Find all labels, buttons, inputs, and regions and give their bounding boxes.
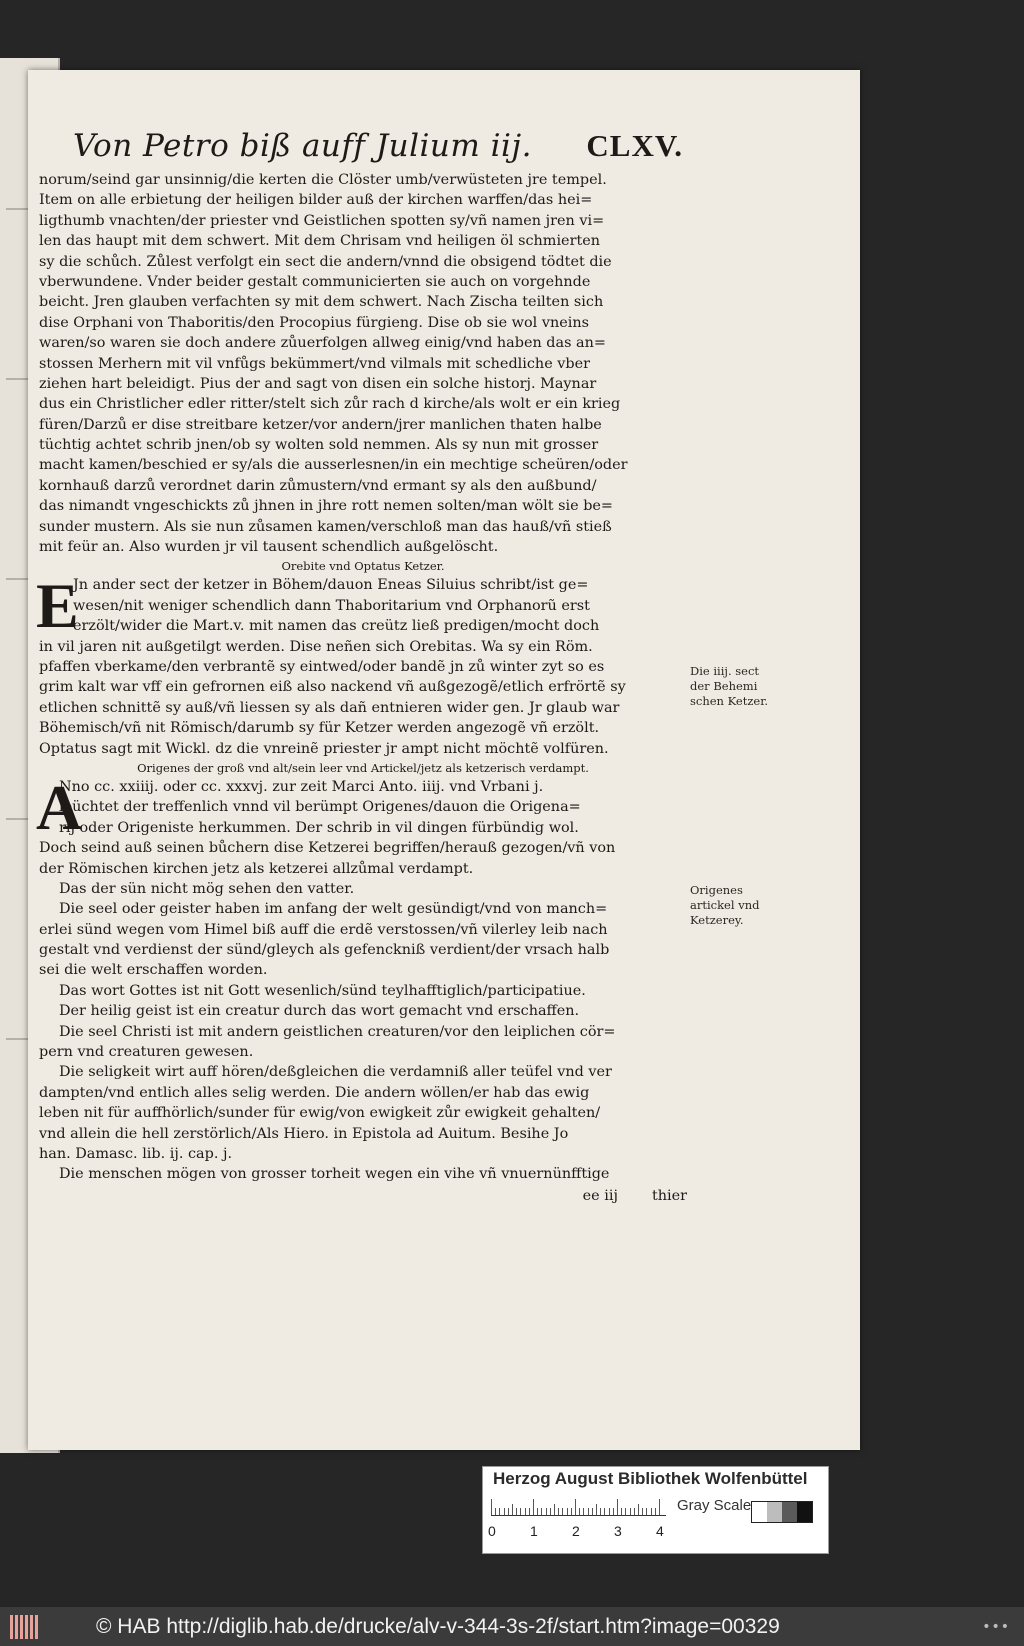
list-item: Die seel Christi ist mit andern geistlichen creaturen/vor den leiplichen cör=: [59, 1023, 616, 1040]
main-text-block: [36, 170, 687, 1207]
list-item: sei die welt erschaffen worden.: [39, 962, 268, 979]
ruler-tick: [562, 1508, 563, 1515]
text-line: beicht. Jren glauben verfachten sy mit dem schwert. Nach Zischa teilten sich: [39, 294, 604, 311]
text-line: stossen Merhern mit vil vnfůgs bekümmert/vnd vilmals mit schedliche vber: [39, 355, 591, 372]
ruler-tick: [554, 1504, 555, 1515]
ruler-tick: [537, 1508, 538, 1515]
ruler-tick: [504, 1508, 505, 1515]
copyright-url[interactable]: © HAB http://diglib.hab.de/drucke/alv-v-344-3s-2f/start.htm?image=00329: [96, 1614, 780, 1638]
text-line: norum/seind gar unsinnig/die kerten die Clöster umb/verwüsteten jre tempel.: [39, 172, 607, 188]
text-line: Item on alle erbietung der heiligen bilder auß der kirchen warffen/das hei=: [39, 192, 593, 209]
ruler-tick: [520, 1508, 521, 1515]
margin-note-origenes: [690, 883, 780, 928]
ruler-tick: [625, 1508, 626, 1515]
ruler-tick: [655, 1508, 656, 1515]
list-item: pern vnd creaturen gewesen.: [39, 1044, 254, 1061]
gray-scale-label: Gray Scale: [677, 1497, 752, 1514]
ruler-tick: [512, 1504, 513, 1515]
library-name: Herzog August Bibliothek Wolfenbüttel: [493, 1469, 808, 1488]
ruler-tick: [646, 1508, 647, 1515]
margin-note-line: der Behemi: [690, 679, 758, 693]
text-line: sy die schůch. Zůlest verfolgt ein sect die andern/vnnd die obsigend tödtet die: [39, 253, 612, 270]
ruler-tick: [588, 1508, 589, 1515]
ruler-number: 1: [530, 1523, 538, 1539]
text-line: rij oder Origeniste herkummen. Der schrib in vil dingen fürbündig wol.: [59, 819, 579, 836]
catchword: thier: [651, 1187, 687, 1204]
gray-scale-swatch: [751, 1501, 813, 1523]
text-line: Nno cc. xxiiij. oder cc. xxxvj. zur zeit Marci Anto. iiij. vnd Vrbani j.: [59, 778, 544, 795]
heresy-list: [39, 879, 687, 1185]
ruler-tick: [558, 1508, 559, 1515]
text-line: etlichen schnittẽ sy auß/vñ liessen sy als dañ entnieren wider gen. Jr glaub war: [39, 699, 620, 716]
ruler-tick: [567, 1508, 568, 1515]
paragraph-2: [36, 570, 687, 759]
ruler-tick: [495, 1508, 496, 1515]
ruler-tick: [659, 1499, 660, 1515]
text-line: wesen/nit weniger schendlich dann Thaboritarium vnd Orphanorũ erst: [73, 597, 590, 614]
ruler-tick: [533, 1499, 534, 1515]
scale-ruler: [491, 1497, 666, 1516]
ruler-tick: [491, 1499, 492, 1515]
list-item: Die seligkeit wirt auff hören/deßgleichen die verdamniß aller teüfel vnd ver: [59, 1064, 612, 1081]
running-title: Von Petro biß auff Julium iij.: [73, 128, 532, 164]
list-item: vnd allein die hell zerstörlich/Als Hiero. in Epistola ad Auitum. Besihe Jo: [39, 1125, 569, 1142]
decorated-initial-a: A: [36, 771, 83, 843]
ruler-tick: [529, 1508, 530, 1515]
text-line: das nimandt vngeschickts zů jhnen in jhre rott nemen solten/man wölt sie be=: [39, 498, 613, 515]
ruler-tick: [525, 1508, 526, 1515]
ruler-tick: [571, 1508, 572, 1515]
ruler-tick: [609, 1508, 610, 1515]
ruler-tick: [651, 1508, 652, 1515]
paragraph-1: [39, 170, 687, 557]
text-line: in vil jaren nit außgetilgt werden. Dise neñen sich Orebitas. Wa sy ein Röm.: [39, 638, 593, 655]
margin-note-line: artickel vnd: [690, 898, 760, 912]
text-line: vberwundene. Vnder beider gestalt communicierten sie auch on vorgehnde: [39, 273, 591, 290]
folio-number: CLXV.: [586, 128, 683, 163]
ruler-tick: [541, 1508, 542, 1515]
ruler-number: 0: [488, 1523, 496, 1539]
ruler-tick: [516, 1508, 517, 1515]
ruler-tick: [592, 1508, 593, 1515]
text-line: len das haupt mit dem schwert. Mit dem Chrisam vnd heiligen öl schmierten: [39, 233, 601, 250]
ruler-tick: [596, 1504, 597, 1515]
ruler-tick: [638, 1504, 639, 1515]
ruler-numbers: [488, 1523, 681, 1543]
text-line: der Römischen kirchen jetz als ketzerei allzůmal verdampt.: [39, 860, 474, 877]
text-line: füren/Darzů er dise streitbare ketzer/vor andern/jrer manlichen thaten halbe: [39, 416, 602, 433]
list-item: han. Damasc. lib. ij. cap. j.: [39, 1145, 233, 1162]
text-line: pfaffen vberkame/den verbrantẽ sy eintwed/oder bandẽ jn zů winter zyt so es: [39, 658, 605, 675]
text-line: grim kalt war vff ein gefrornen eiß also nackend vñ außgezogẽ/etlich erfrörtẽ sy: [39, 679, 626, 696]
text-line: waren/so waren sie doch andere zůuerfolgen allweg einig/vnd haben das an=: [39, 335, 606, 352]
text-line: dise Orphani von Thaboritis/den Procopius fürgieng. Dise ob sie wol vneins: [39, 314, 589, 331]
list-item: leben nit für auffhörlich/sunder für ewig/von ewigkeit zůr ewigkeit gehalten/: [39, 1105, 601, 1122]
section-heading-orebite: Orebite vnd Optatus Ketzer.: [281, 559, 445, 574]
ruler-tick: [634, 1508, 635, 1515]
section-heading-origenes: Origenes der groß vnd alt/sein leer vnd Artickel/jetz als ketzerisch verdampt.: [137, 760, 589, 775]
text-line: Böhemisch/vñ nit Römisch/darumb sy für Ketzer werden angezogẽ vñ erzölt.: [39, 720, 600, 737]
more-options-icon[interactable]: •••: [982, 1619, 1010, 1635]
list-item: Die seel oder geister haben im anfang der welt gesündigt/vnd von manch=: [59, 901, 608, 918]
text-line: Doch seind auß seinen bůchern dise Ketzerei begriffen/herauß gezogen/vñ von: [39, 840, 616, 857]
text-line: erzölt/wider die Mart.v. mit namen das creütz ließ predigen/mocht doch: [73, 618, 600, 635]
hab-logo-icon[interactable]: [0, 1607, 48, 1646]
ruler-tick: [546, 1508, 547, 1515]
list-item: Die menschen mögen von grosser torheit wegen ein vihe vñ vnuernünfftige: [59, 1166, 610, 1183]
ruler-tick: [642, 1508, 643, 1515]
ruler-tick: [579, 1508, 580, 1515]
text-line: ziehen hart beleidigt. Pius der and sagt von disen ein solche historj. Maynar: [39, 375, 597, 392]
text-line: Optatus sagt mit Wickl. dz die vnreinẽ priester jr ampt nicht möchtẽ volfüren.: [39, 740, 609, 757]
ruler-tick: [508, 1508, 509, 1515]
paragraph-3: [36, 771, 687, 879]
margin-note-line: Die iiij. sect: [690, 664, 760, 678]
list-item: Das wort Gottes ist nit Gott wesenlich/sünd teylhafftiglich/participatiue.: [59, 982, 586, 999]
ruler-tick: [630, 1508, 631, 1515]
ruler-tick: [550, 1508, 551, 1515]
list-item: gestalt vnd verdienst der sünd/gleych als gefenckniß verdient/der vrsach halb: [39, 942, 610, 959]
margin-note-behemian-sects: [690, 664, 780, 709]
ruler-tick: [613, 1508, 614, 1515]
library-label: [482, 1466, 829, 1554]
ruler-number: 4: [656, 1523, 664, 1539]
ruler-tick: [499, 1508, 500, 1515]
ruler-number: 2: [572, 1523, 580, 1539]
margin-note-line: schen Ketzer.: [690, 694, 769, 708]
margin-note-line: Ketzerey.: [690, 913, 744, 927]
text-line: leüchtet der treffenlich vnnd vil berümpt Origenes/dauon die Origena=: [59, 799, 581, 816]
signature-mark: ee iij: [582, 1187, 618, 1204]
list-item: Der heilig geist ist ein creatur durch das wort gemacht vnd erschaffen.: [59, 1003, 580, 1020]
list-item: Das der sün nicht mög sehen den vatter.: [59, 880, 355, 897]
text-line: Jn ander sect der ketzer in Böhem/dauon Eneas Siluius schribt/ist ge=: [73, 577, 589, 594]
text-line: kornhauß darzů verordnet darin zůmustern/vnd ermant sy als den außbund/: [39, 477, 597, 494]
text-line: ligthumb vnachten/der priester vnd Geistlichen spotten sy/vñ namen jren vi=: [39, 212, 605, 229]
ruler-number: 3: [614, 1523, 622, 1539]
ruler-tick: [617, 1499, 618, 1515]
ruler-tick: [600, 1508, 601, 1515]
running-header: [73, 128, 683, 164]
list-item: dampten/vnd entlich alles selig werden. Die andern wöllen/er hab das ewig: [39, 1084, 590, 1101]
ruler-tick: [575, 1499, 576, 1515]
text-line: sunder mustern. Als sie nun zůsamen kamen/verschloß man das hauß/vñ stieß: [39, 518, 612, 535]
text-line: mit feür an. Also wurden jr vil tausent schendlich außgelöscht.: [39, 539, 499, 556]
margin-note-line: Origenes: [690, 883, 743, 897]
text-line: macht kamen/beschied er sy/als die ausserlesnen/in ein mechtige scheüren/oder: [39, 457, 628, 474]
text-line: tüchtig achtet schrib jnen/ob sy wolten sold nemmen. Als sy nun mit grosser: [39, 437, 599, 454]
ruler-tick: [583, 1508, 584, 1515]
viewer-status-bar: [0, 1607, 1024, 1646]
list-item: erlei sünd wegen vom Himel biß auff die erdẽ verstossen/vñ vilerley leib nach: [39, 921, 608, 938]
text-line: dus ein Christlicher edler ritter/stelt sich zůr rach d kirche/als wolt er ein krieg: [39, 396, 621, 413]
ruler-tick: [621, 1508, 622, 1515]
ruler-tick: [604, 1508, 605, 1515]
decorated-initial-e: E: [36, 570, 79, 642]
signature-line: [39, 1185, 687, 1207]
